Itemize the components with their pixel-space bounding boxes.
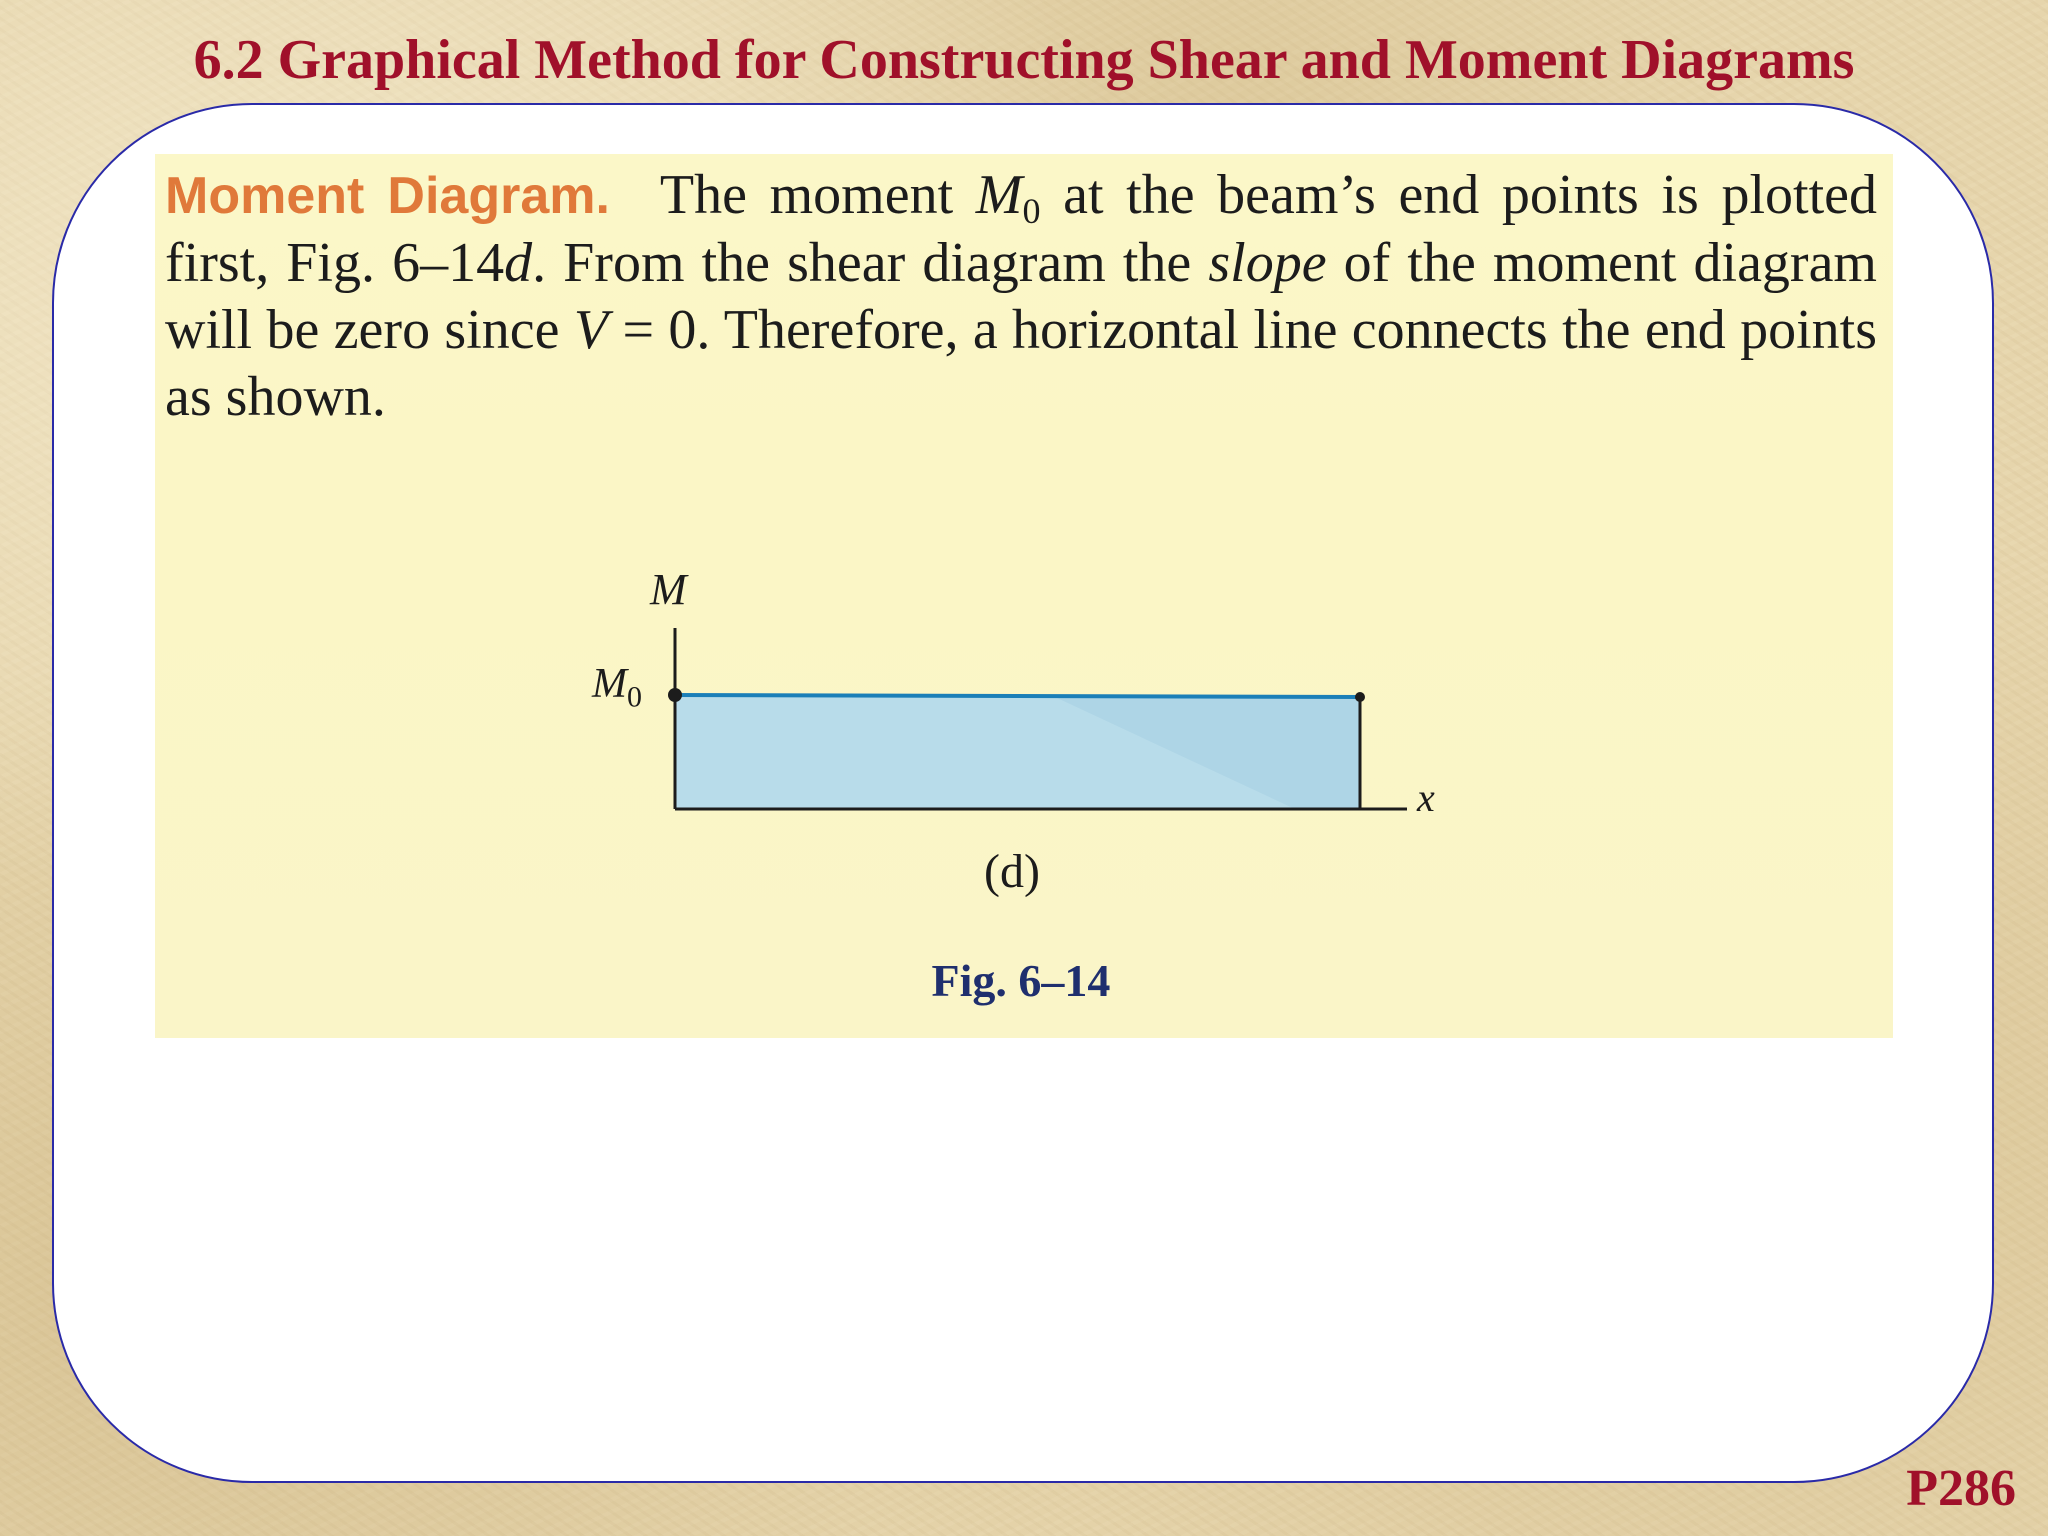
m0-label [592, 660, 642, 714]
text-segment: of the moment diagram will be zero since [165, 232, 1877, 361]
moment-line [675, 695, 1360, 697]
symbol-v: V [573, 299, 609, 361]
slide-title: 6.2 Graphical Method for Constructing Shear and Moment Diagrams [193, 29, 1855, 91]
text-segment: . From the shear diagram the [532, 232, 1209, 294]
fig-ref-letter: d [504, 232, 533, 294]
text-segment: at the beam’s end points is plotted first, Fig. 6–14 [165, 164, 1877, 294]
section-heading: Moment Diagram. [165, 167, 610, 225]
emphasis-slope: slope [1208, 232, 1327, 294]
axis-x-label: x [1417, 775, 1435, 820]
text-segment: The moment [659, 164, 976, 226]
start-point [668, 688, 682, 702]
text-segment: = 0. Therefore, a horizontal line connects the end points as shown. [165, 299, 1877, 428]
moment-diagram [155, 154, 1893, 1038]
m0-subscript: 0 [627, 680, 642, 714]
symbol-m: M [975, 164, 1023, 226]
figure-caption: Fig. 6–14 [931, 955, 1111, 1006]
m0-letter: M [592, 661, 627, 707]
symbol-m-subscript: 0 [1022, 191, 1041, 231]
end-point [1355, 692, 1365, 702]
textbook-excerpt [155, 154, 1893, 1038]
page-number: P286 [1906, 1460, 2016, 1517]
moment-diagram-graphic [155, 154, 1893, 1038]
axis-m-label: M [650, 565, 687, 614]
subfigure-label: (d) [984, 845, 1040, 898]
